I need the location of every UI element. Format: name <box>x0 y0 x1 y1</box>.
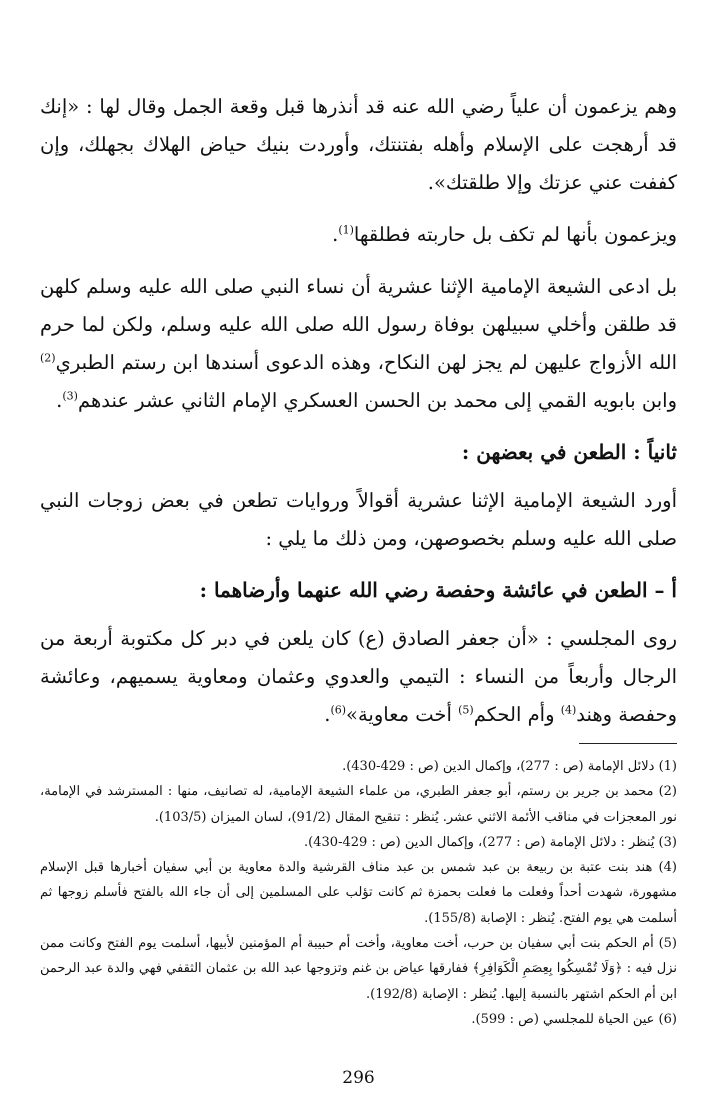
paragraph-5-text-b: وأم الحكم <box>473 703 561 726</box>
footnote-separator <box>579 743 677 744</box>
section-heading-2: ثانياً : الطعن في بعضهن : <box>461 440 677 464</box>
footnotes <box>40 754 677 1032</box>
paragraph-3-text-b: وابن بابويه القمي إلى محمد بن الحسن العسكري الإمام الثاني عشر عندهم <box>77 389 677 412</box>
footnote-ref-5: (5) <box>458 703 474 717</box>
footnote-1: (1) دلائل الإمامة (ص : 277)، وإكمال الدين (ص : 429-430). <box>342 759 677 774</box>
paragraph-5-end: . <box>324 703 331 726</box>
footnote-ref-3: (3) <box>62 389 78 403</box>
paragraph-5-text-a: روى المجلسي : «أن جعفر الصادق (ع) كان يلعن في دبر كل مكتوبة أربعة من الرجال وأربعاً من النساء : التيمي والعدوي وعثمان ومعاوية يسميهم، وعائشة وحفصة وهند <box>40 627 677 726</box>
paragraph-3-end: . <box>56 389 63 412</box>
paragraph-2-text: ويزعمون بأنها لم تكف بل حاربته فطلقها <box>353 223 677 246</box>
subsection-heading-a: أ – الطعن في عائشة وحفصة رضي الله عنهما وأرضاهما : <box>199 578 677 602</box>
paragraph-1-text: وهم يزعمون أن علياً رضي الله عنه قد أنذرها قبل وقعة الجمل وقال لها : «إنك قد أرهجت على الإسلام وأهله بفتنتك، وأوردت بنيك حياض الهلاك بجهلك، وإن كففت عني عزتك وإلا طلقتك». <box>40 95 677 194</box>
page-number: 296 <box>342 1068 375 1088</box>
paragraph-4-text: أورد الشيعة الإمامية الإثنا عشرية أقوالاً وروايات تطعن في بعض زوجات النبي صلى الله عليه وسلم بخصوصهن، ومن ذلك ما يلي : <box>40 489 677 550</box>
footnote-6: (6) عين الحياة للمجلسي (ص : 599). <box>471 1011 677 1027</box>
paragraph-1 <box>40 88 677 202</box>
paragraph-4 <box>40 482 677 558</box>
footnote-ref-2: (2) <box>40 351 56 365</box>
paragraph-2-end: . <box>332 223 339 246</box>
main-text <box>40 88 677 748</box>
paragraph-5-text-c: أخت معاوية» <box>346 703 459 726</box>
footnote-ref-1: (1) <box>338 223 354 237</box>
footnote-2: (2) محمد بن جرير بن رستم، أبو جعفر الطبري، من علماء الشيعة الإمامية، له تصانيف، منها : المسترشد في الإمامة، نور المعجزات في مناقب الأئمة الاثني عشر. يُنظر : تنقيح المقال (91/2)، لسان الميزان (103/5). <box>40 784 677 825</box>
paragraph-3 <box>40 268 677 420</box>
paragraph-2 <box>40 216 677 254</box>
footnote-3: (3) يُنظر : دلائل الإمامة (ص : 277)، وإكمال الدين (ص : 429-430). <box>304 834 677 850</box>
paragraph-5 <box>40 620 677 734</box>
paragraph-3-text-a: بل ادعى الشيعة الإمامية الإثنا عشرية أن نساء النبي صلى الله عليه وسلم كلهن قد طلقن وأخلي سبيلهن بوفاة رسول الله صلى الله عليه وسلم، ولكن لما حرم الله الأزواج عليهن لم يجز لهن النكاح، وهذه الدعوى أسندها ابن رستم الطبري <box>40 275 677 374</box>
footnote-5: (5) أم الحكم بنت أبي سفيان بن حرب، أخت معاوية، وأخت أم حبيبة أم المؤمنين لأبيها، أسلمت يوم الفتح وكانت ممن نزل فيه : ﴿وَلَا تُمْسِكُوا بِعِصَمِ الْكَوَافِرِ﴾ ففارقها عياض بن غنم وتزوجها عبد الله بن عثمان الثقفي فهي والدة عبد الرحمن ابن أم الحكم اشتهر بالنسبة إليها. يُنظر : الإصابة (192/8). <box>40 936 677 1002</box>
footnote-4: (4) هند بنت عتبة بن ربيعة بن عبد شمس بن عبد مناف القرشية والدة معاوية بن أبي سفيان أخبارها قبل الإسلام مشهورة، شهدت أحداً وفعلت ما فعلت بحمزة ثم كانت تؤلب على المسلمين إلى أن جاء الله بالفتح فأسلم زوجها ثم أسلمت هي يوم الفتح. يُنظر : الإصابة (155/8). <box>40 860 677 926</box>
footnote-ref-4: (4) <box>560 703 577 717</box>
footnote-ref-6: (6) <box>330 703 347 717</box>
